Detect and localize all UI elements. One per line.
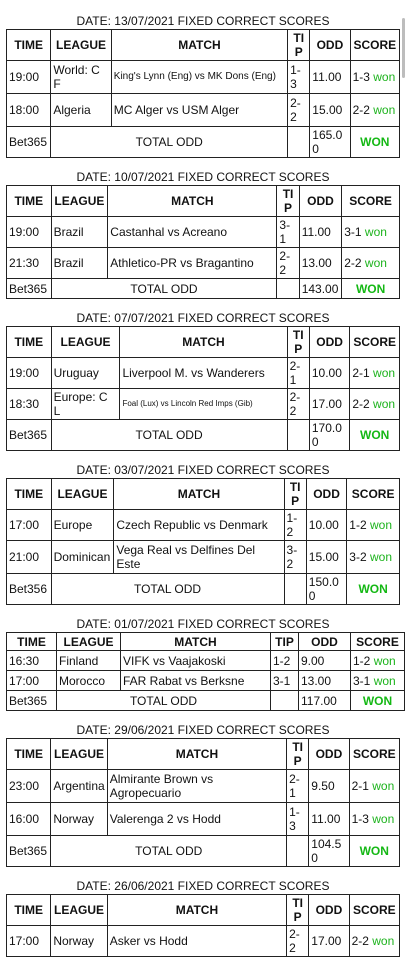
header-match: MATCH xyxy=(114,479,284,510)
total-odd-cell: 170.00 xyxy=(309,420,350,451)
empty-tip-cell xyxy=(284,574,306,605)
header-tip: TIP xyxy=(271,633,299,651)
odd-cell: 10.00 xyxy=(309,358,350,389)
score-cell xyxy=(350,389,400,420)
score-cell xyxy=(351,671,405,691)
header-tip: TIP xyxy=(288,30,310,61)
league-cell: Morocco xyxy=(57,671,121,691)
score-cell xyxy=(347,541,400,574)
score-value: 1-3 xyxy=(351,812,369,826)
total-label-cell: TOTAL ODD xyxy=(57,691,271,711)
bookmaker-cell: Bet365 xyxy=(7,420,52,451)
results-table xyxy=(6,478,400,605)
table-row xyxy=(7,803,400,836)
match-cell: Liverpool M. vs Wanderers xyxy=(120,358,287,389)
score-value: 3-1 xyxy=(353,673,371,688)
total-result-cell: WON xyxy=(349,836,399,867)
table-row xyxy=(7,671,405,691)
header-score: SCORE xyxy=(350,327,400,358)
odd-cell: 9.00 xyxy=(299,651,351,671)
total-label-cell: TOTAL ODD xyxy=(51,420,287,451)
result-won: won xyxy=(364,256,387,270)
score-cell xyxy=(351,651,405,671)
match-cell: Almirante Brown vs Agropecuario xyxy=(107,770,286,803)
result-won: won xyxy=(369,550,392,564)
header-score: SCORE xyxy=(351,633,405,651)
league-cell: Europe: C L xyxy=(51,389,120,420)
tip-cell: 1-3 xyxy=(288,61,310,94)
tip-cell: 3-2 xyxy=(284,541,306,574)
header-time: TIME xyxy=(7,30,51,61)
odd-cell: 15.00 xyxy=(310,94,350,127)
date-heading: DATE: 03/07/2021 FIXED CORRECT SCORES xyxy=(76,463,330,477)
league-cell: Argentina xyxy=(51,770,107,803)
header-time: TIME xyxy=(7,479,52,510)
results-list xyxy=(6,0,400,957)
results-table xyxy=(6,632,405,711)
results-table xyxy=(6,738,400,867)
table-row xyxy=(7,541,400,574)
odd-cell: 11.00 xyxy=(310,61,350,94)
table-row xyxy=(7,770,400,803)
header-score: SCORE xyxy=(342,186,400,217)
header-row xyxy=(7,633,405,651)
header-row xyxy=(7,327,400,358)
empty-tip-cell xyxy=(288,127,310,158)
score-value: 2-1 xyxy=(351,779,369,793)
odd-cell: 17.00 xyxy=(309,926,349,957)
league-cell: Algeria xyxy=(51,94,111,127)
score-value: 3-1 xyxy=(344,225,362,239)
total-row xyxy=(7,691,405,711)
results-table xyxy=(6,326,400,451)
date-heading: DATE: 26/06/2021 FIXED CORRECT SCORES xyxy=(76,879,330,893)
odd-cell: 15.00 xyxy=(306,541,347,574)
total-odd-cell: 104.50 xyxy=(309,836,349,867)
header-league: LEAGUE xyxy=(51,895,107,926)
score-value: 2-2 xyxy=(351,934,369,948)
header-match: MATCH xyxy=(108,186,277,217)
header-time: TIME xyxy=(7,895,51,926)
match-cell: Athletico-PR vs Bragantino xyxy=(108,248,277,279)
match-cell: Castanhal vs Acreano xyxy=(108,217,277,248)
score-value: 2-2 xyxy=(344,256,362,270)
header-score: SCORE xyxy=(349,739,399,770)
score-value: 1-3 xyxy=(352,70,370,84)
tip-cell: 2-2 xyxy=(287,926,309,957)
header-match: MATCH xyxy=(121,633,271,651)
score-cell xyxy=(342,248,400,279)
header-time: TIME xyxy=(7,327,52,358)
header-odd: ODD xyxy=(310,30,350,61)
odd-cell: 9.50 xyxy=(309,770,349,803)
empty-tip-cell xyxy=(277,279,299,299)
table-row xyxy=(7,926,400,957)
result-won: won xyxy=(373,653,396,668)
league-cell: Brazil xyxy=(51,248,108,279)
tip-cell: 1-3 xyxy=(287,803,309,836)
header-league: LEAGUE xyxy=(51,186,108,217)
result-won: won xyxy=(372,812,395,826)
results-block xyxy=(6,170,400,299)
table-row xyxy=(7,248,400,279)
result-won: won xyxy=(373,103,396,117)
time-cell: 17:00 xyxy=(7,671,57,691)
table-row xyxy=(7,510,400,541)
empty-tip-cell xyxy=(287,420,309,451)
header-odd: ODD xyxy=(299,633,351,651)
time-cell: 17:00 xyxy=(7,926,51,957)
header-odd: ODD xyxy=(306,479,347,510)
total-row xyxy=(7,836,400,867)
total-result-cell: WON xyxy=(350,127,399,158)
total-label-cell: TOTAL ODD xyxy=(51,836,287,867)
table-row xyxy=(7,651,405,671)
results-block xyxy=(6,14,400,158)
odd-cell: 10.00 xyxy=(306,510,347,541)
time-cell: 17:00 xyxy=(7,510,52,541)
time-cell: 21:00 xyxy=(7,541,52,574)
match-cell: Asker vs Hodd xyxy=(107,926,286,957)
results-table xyxy=(6,185,400,299)
tip-cell: 3-1 xyxy=(271,671,299,691)
odd-cell: 11.00 xyxy=(309,803,349,836)
header-league: LEAGUE xyxy=(51,479,114,510)
header-odd: ODD xyxy=(309,895,349,926)
score-value: 2-1 xyxy=(352,366,370,380)
score-cell xyxy=(350,358,400,389)
header-time: TIME xyxy=(7,186,52,217)
league-cell: Norway xyxy=(51,926,107,957)
table-row xyxy=(7,389,400,420)
total-label-cell: TOTAL ODD xyxy=(51,279,277,299)
match-cell: Foal (Lux) vs Lincoln Red Imps (Gib) xyxy=(120,389,287,420)
date-heading: DATE: 07/07/2021 FIXED CORRECT SCORES xyxy=(76,311,330,325)
header-time: TIME xyxy=(7,633,57,651)
header-row xyxy=(7,186,400,217)
header-odd: ODD xyxy=(309,327,350,358)
header-score: SCORE xyxy=(347,479,400,510)
tip-cell: 1-2 xyxy=(284,510,306,541)
league-cell: Dominican xyxy=(51,541,114,574)
header-league: LEAGUE xyxy=(57,633,121,651)
total-odd-cell: 117.00 xyxy=(299,691,351,711)
score-value: 2-2 xyxy=(352,103,370,117)
header-row xyxy=(7,479,400,510)
results-block xyxy=(6,463,400,605)
header-match: MATCH xyxy=(107,739,286,770)
header-league: LEAGUE xyxy=(51,30,111,61)
match-cell: Vega Real vs Delfines Del Este xyxy=(114,541,284,574)
result-won: won xyxy=(373,70,396,84)
tip-cell: 1-2 xyxy=(271,651,299,671)
time-cell: 19:00 xyxy=(7,217,52,248)
match-cell: FAR Rabat vs Berksne xyxy=(121,671,271,691)
total-row xyxy=(7,127,400,158)
table-row xyxy=(7,94,400,127)
time-cell: 21:30 xyxy=(7,248,52,279)
total-odd-cell: 143.00 xyxy=(299,279,342,299)
score-cell xyxy=(347,510,400,541)
table-row xyxy=(7,358,400,389)
match-cell: Czech Republic vs Denmark xyxy=(114,510,284,541)
score-value: 2-2 xyxy=(352,397,370,411)
result-won: won xyxy=(373,673,396,688)
time-cell: 18:30 xyxy=(7,389,52,420)
table-row xyxy=(7,61,400,94)
tip-cell: 2-2 xyxy=(277,248,299,279)
time-cell: 16:30 xyxy=(7,651,57,671)
tip-cell: 2-1 xyxy=(287,770,309,803)
score-cell xyxy=(350,94,399,127)
odd-cell: 13.00 xyxy=(299,248,342,279)
header-tip: TIP xyxy=(287,327,309,358)
time-cell: 18:00 xyxy=(7,94,51,127)
time-cell: 16:00 xyxy=(7,803,51,836)
total-row xyxy=(7,420,400,451)
results-table xyxy=(6,29,400,158)
results-block xyxy=(6,617,400,711)
result-won: won xyxy=(372,934,395,948)
header-tip: TIP xyxy=(287,739,309,770)
bookmaker-cell: Bet356 xyxy=(7,574,52,605)
bookmaker-cell: Bet365 xyxy=(7,127,51,158)
header-score: SCORE xyxy=(350,30,399,61)
results-block xyxy=(6,879,400,957)
results-block xyxy=(6,723,400,867)
league-cell: Norway xyxy=(51,803,107,836)
header-row xyxy=(7,739,400,770)
result-won: won xyxy=(373,366,396,380)
match-cell: VIFK vs Vaajakoski xyxy=(121,651,271,671)
score-cell xyxy=(349,770,399,803)
tip-cell: 2-2 xyxy=(287,389,309,420)
score-cell xyxy=(342,217,400,248)
table-row xyxy=(7,217,400,248)
time-cell: 19:00 xyxy=(7,358,52,389)
total-row xyxy=(7,279,400,299)
header-row xyxy=(7,895,400,926)
header-league: LEAGUE xyxy=(51,739,107,770)
date-heading: DATE: 13/07/2021 FIXED CORRECT SCORES xyxy=(76,14,330,28)
header-tip: TIP xyxy=(284,479,306,510)
time-cell: 23:00 xyxy=(7,770,51,803)
match-cell: Valerenga 2 vs Hodd xyxy=(107,803,286,836)
header-odd: ODD xyxy=(299,186,342,217)
results-table xyxy=(6,894,400,957)
result-won: won xyxy=(373,397,396,411)
time-cell: 19:00 xyxy=(7,61,51,94)
scrollbar[interactable] xyxy=(402,18,405,78)
header-odd: ODD xyxy=(309,739,349,770)
league-cell: Europe xyxy=(51,510,114,541)
bookmaker-cell: Bet365 xyxy=(7,691,57,711)
header-match: MATCH xyxy=(111,30,287,61)
bookmaker-cell: Bet365 xyxy=(7,836,51,867)
score-value: 1-2 xyxy=(349,518,367,532)
score-cell xyxy=(349,803,399,836)
odd-cell: 17.00 xyxy=(309,389,350,420)
header-league: LEAGUE xyxy=(51,327,120,358)
league-cell: World: C F xyxy=(51,61,111,94)
total-result-cell: WON xyxy=(342,279,400,299)
empty-tip-cell xyxy=(287,836,309,867)
header-row xyxy=(7,30,400,61)
header-match: MATCH xyxy=(107,895,286,926)
tip-cell: 3-1 xyxy=(277,217,299,248)
league-cell: Brazil xyxy=(51,217,108,248)
result-won: won xyxy=(372,779,395,793)
odd-cell: 13.00 xyxy=(299,671,351,691)
score-cell xyxy=(350,61,399,94)
date-heading: DATE: 01/07/2021 FIXED CORRECT SCORES xyxy=(76,617,330,631)
results-block xyxy=(6,311,400,451)
total-odd-cell: 165.00 xyxy=(310,127,350,158)
header-tip: TIP xyxy=(287,895,309,926)
score-value: 1-2 xyxy=(353,653,371,668)
total-result-cell: WON xyxy=(350,420,400,451)
match-cell: MC Alger vs USM Alger xyxy=(111,94,287,127)
total-result-cell: WON xyxy=(351,691,405,711)
tip-cell: 2-1 xyxy=(287,358,309,389)
date-heading: DATE: 10/07/2021 FIXED CORRECT SCORES xyxy=(76,170,330,184)
odd-cell: 11.00 xyxy=(299,217,342,248)
total-label-cell: TOTAL ODD xyxy=(51,127,288,158)
header-match: MATCH xyxy=(120,327,287,358)
tip-cell: 2-2 xyxy=(288,94,310,127)
total-odd-cell: 150.00 xyxy=(306,574,347,605)
result-won: won xyxy=(369,518,392,532)
league-cell: Uruguay xyxy=(51,358,120,389)
league-cell: Finland xyxy=(57,651,121,671)
header-tip: TIP xyxy=(277,186,299,217)
score-cell xyxy=(349,926,399,957)
total-label-cell: TOTAL ODD xyxy=(51,574,284,605)
total-result-cell: WON xyxy=(347,574,400,605)
header-time: TIME xyxy=(7,739,51,770)
total-row xyxy=(7,574,400,605)
score-value: 3-2 xyxy=(349,550,367,564)
bookmaker-cell: Bet365 xyxy=(7,279,52,299)
match-cell: King's Lynn (Eng) vs MK Dons (Eng) xyxy=(111,61,287,94)
empty-tip-cell xyxy=(271,691,299,711)
result-won: won xyxy=(364,225,387,239)
date-heading: DATE: 29/06/2021 FIXED CORRECT SCORES xyxy=(76,723,330,737)
header-score: SCORE xyxy=(349,895,399,926)
